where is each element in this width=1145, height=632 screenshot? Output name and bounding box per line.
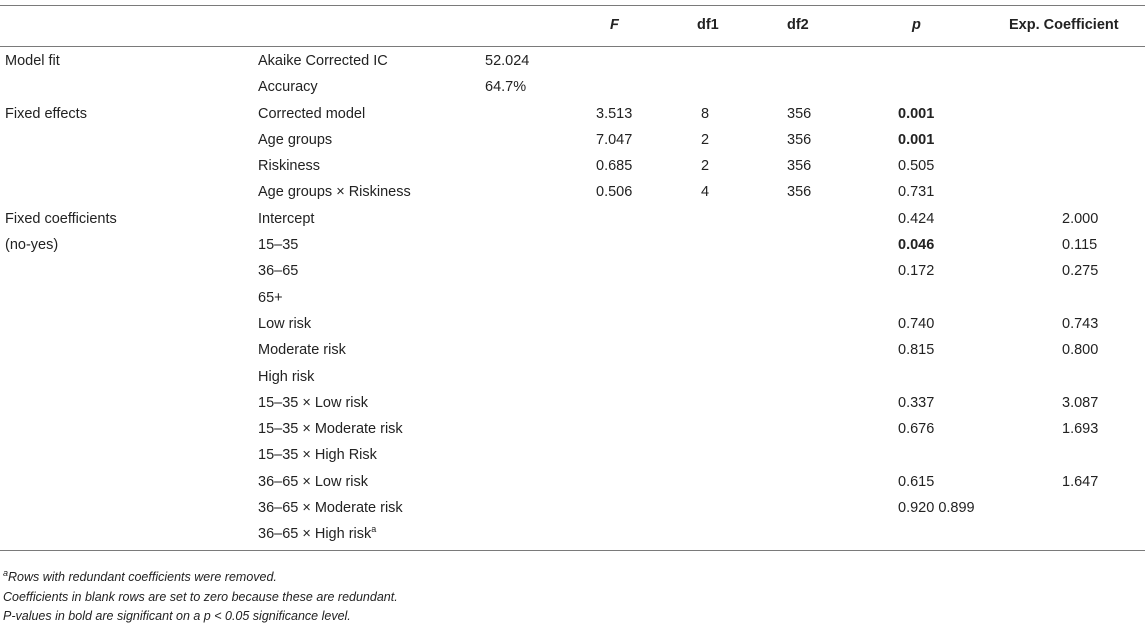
results-table	[0, 5, 1145, 551]
term-cell: Corrected model	[258, 105, 366, 122]
header-f: F	[610, 17, 619, 33]
header-df2: df2	[787, 17, 809, 33]
term-cell: High risk	[258, 368, 315, 385]
term-cell: Age groups × Riskiness	[258, 184, 411, 201]
table-row	[0, 48, 1145, 74]
p-cell: 0.001	[898, 131, 935, 148]
table-header	[0, 6, 1145, 46]
table-notes	[3, 568, 398, 627]
table-row	[0, 390, 1145, 416]
p-cell: 0.731	[898, 184, 935, 201]
table-row	[0, 416, 1145, 442]
table-row	[0, 206, 1145, 232]
term-cell: Moderate risk	[258, 342, 346, 359]
exp-coefficient-cell: 0.800	[1062, 342, 1099, 359]
p-cell: 0.740	[898, 315, 935, 332]
table-row	[0, 495, 1145, 521]
exp-coefficient-cell: 1.647	[1062, 473, 1099, 490]
note-a-marker: a	[3, 567, 9, 578]
table-row	[0, 469, 1145, 495]
p-cell: 0.172	[898, 263, 935, 280]
term-cell: 36–65 × Moderate risk	[258, 500, 403, 517]
df1-cell: 4	[701, 184, 710, 201]
f-cell: 7.047	[596, 131, 633, 148]
term-cell: 65+	[258, 289, 283, 306]
row-label: Fixed effects	[5, 105, 87, 122]
term-cell: Low risk	[258, 315, 312, 332]
table-row	[0, 258, 1145, 284]
p-cell: 0.676	[898, 421, 935, 438]
table-row	[0, 285, 1145, 311]
p-cell: 0.920 0.899	[898, 500, 975, 517]
header-exp-coefficient: Exp. Coefficient	[1009, 17, 1119, 33]
table-row	[0, 364, 1145, 390]
table-row	[0, 311, 1145, 337]
term-cell: Accuracy	[258, 79, 318, 96]
row-label: Model fit	[5, 53, 60, 69]
table-row	[0, 521, 1145, 547]
f-cell: 0.685	[596, 158, 633, 175]
p-cell: 0.815	[898, 342, 935, 359]
header-p: p	[912, 17, 921, 33]
table-row	[0, 179, 1145, 205]
table-row	[0, 101, 1145, 127]
table-body	[0, 47, 1145, 548]
df1-cell: 2	[701, 131, 710, 148]
term-cell: 15–35	[258, 237, 299, 254]
table-row	[0, 74, 1145, 100]
p-cell: 0.046	[898, 237, 935, 254]
term-cell: Riskiness	[258, 158, 321, 175]
p-cell: 0.337	[898, 394, 935, 411]
term-cell: 15–35 × High Risk	[258, 447, 377, 464]
table-row	[0, 442, 1145, 468]
footnote-marker: a	[371, 524, 377, 535]
df2-cell: 356	[787, 105, 812, 122]
term-cell: 15–35 × Low risk	[258, 394, 369, 411]
row-label: Fixed coefficients	[5, 210, 117, 227]
term-cell: Akaike Corrected IC	[258, 53, 388, 69]
exp-coefficient-cell: 0.115	[1062, 237, 1098, 254]
f-cell: 0.506	[596, 184, 633, 201]
row-label: (no-yes)	[5, 237, 59, 254]
p-cell: 0.424	[898, 210, 935, 227]
note-bold-pvalues: P-values in bold are significant on a p < 0.05 significance level.	[3, 609, 351, 623]
exp-coefficient-cell: 1.693	[1062, 421, 1099, 438]
bottom-rule	[0, 550, 1145, 551]
p-cell: 0.615	[898, 473, 935, 490]
term-cell: 15–35 × Moderate risk	[258, 421, 403, 438]
term-cell: 36–65 × Low risk	[258, 473, 369, 490]
df1-cell: 8	[701, 105, 710, 122]
p-cell: 0.001	[898, 105, 935, 122]
value-cell: 64.7%	[485, 79, 527, 96]
exp-coefficient-cell: 0.275	[1062, 263, 1099, 280]
table-row	[0, 337, 1145, 363]
exp-coefficient-cell: 0.743	[1062, 315, 1099, 332]
term-cell: Intercept	[258, 210, 315, 227]
value-cell: 52.024	[485, 53, 530, 69]
note-a-text: Rows with redundant coefficients were removed.	[8, 570, 277, 584]
term-cell: Age groups	[258, 131, 333, 148]
df2-cell: 356	[787, 158, 812, 175]
df2-cell: 356	[787, 184, 812, 201]
f-cell: 3.513	[596, 105, 633, 122]
term-cell: 36–65 × High risk$^a$	[258, 524, 377, 543]
term-cell: 36–65	[258, 263, 299, 280]
p-cell: 0.505	[898, 158, 935, 175]
exp-coefficient-cell: 3.087	[1062, 394, 1099, 411]
note-a	[3, 568, 398, 588]
header-df1: df1	[697, 17, 719, 33]
table-row	[0, 153, 1145, 179]
table-row	[0, 127, 1145, 153]
table-row	[0, 232, 1145, 258]
df2-cell: 356	[787, 131, 812, 148]
note-blank-rows: Coefficients in blank rows are set to zero because these are redundant.	[3, 589, 398, 604]
exp-coefficient-cell: 2.000	[1062, 210, 1099, 227]
df1-cell: 2	[701, 158, 710, 175]
